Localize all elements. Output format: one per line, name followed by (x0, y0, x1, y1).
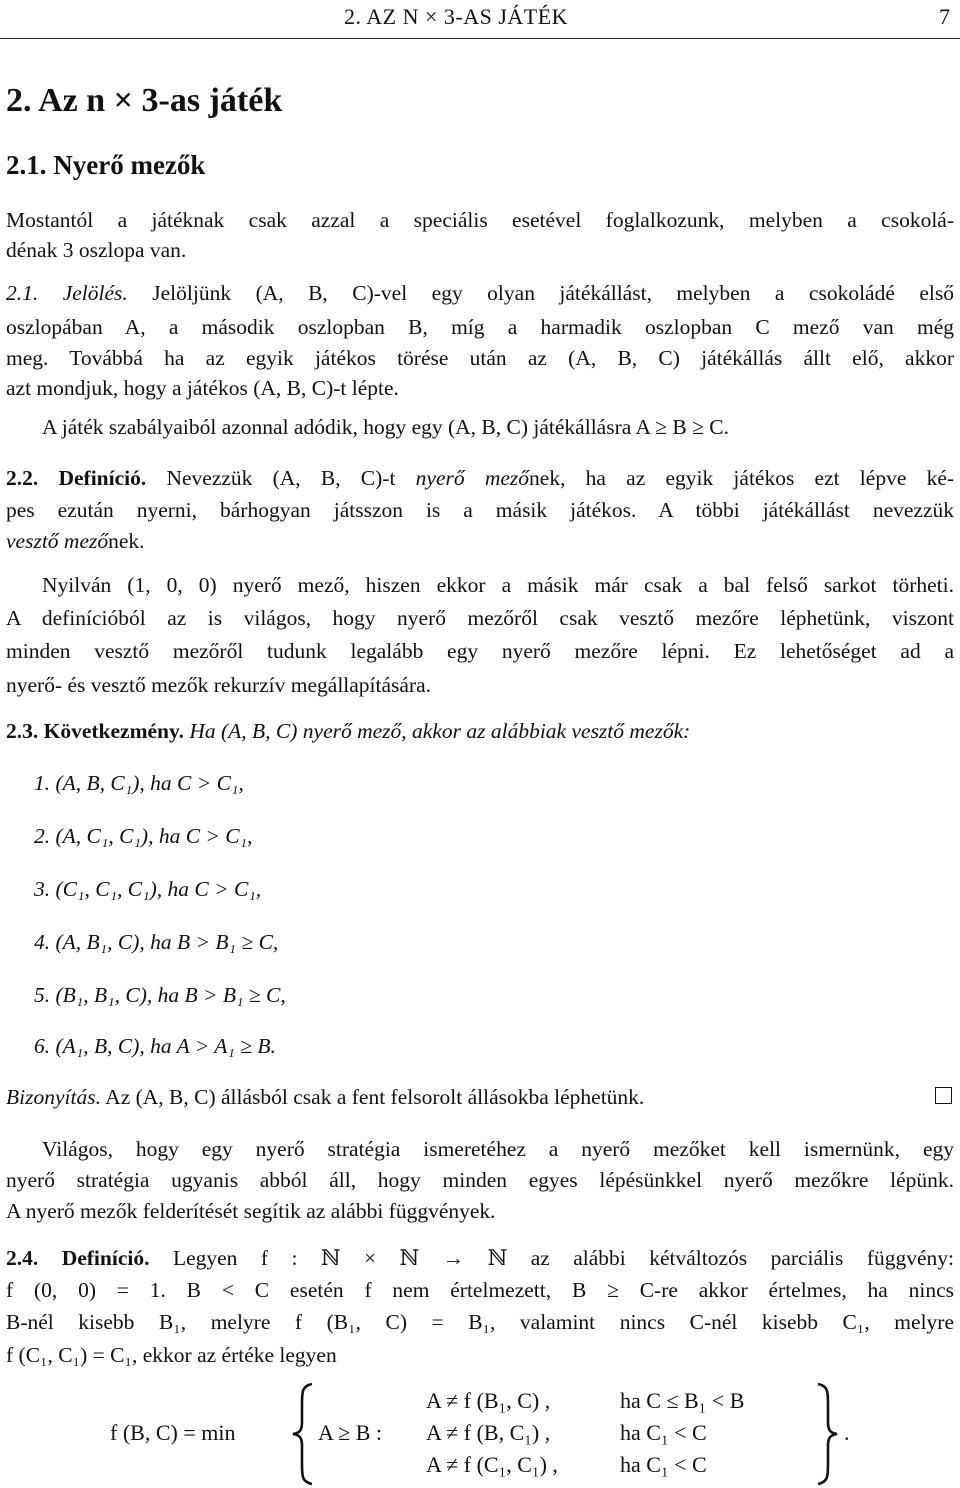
definition-24-line: f (0, 0) = 1. B < C esetén f nem értelmezett, B ≥ C-re akkor értelmes, ha nincs (6, 1278, 954, 1302)
section-title: 2. Az n × 3-as játék (6, 82, 283, 119)
chapter-header: 2. AZ N × 3-AS JÁTÉK (344, 4, 569, 29)
formula-row-expr: A ≠ f (C₁, C₁) , (426, 1452, 558, 1477)
formula-row-cond: ha C ≤ B₁ < B (620, 1388, 745, 1413)
definition-24-line: 2.4. Definíció. Legyen f : ℕ × ℕ → ℕ az alábbi kétváltozós parciális függvény: (6, 1246, 955, 1270)
term-nyero-mezo: nyerő mező (415, 466, 530, 490)
notation-line: azt mondjuk, hogy a játékos (A, B, C)-t lépte. (6, 376, 399, 400)
strategy-line: Világos, hogy egy nyerő stratégia ismeretéhez a nyerő mezőket kell ismernünk, egy (42, 1137, 954, 1161)
definition-24-label: 2.4. Definíció. (6, 1246, 150, 1270)
definition-24-line: f (C₁, C₁) = C₁, ekkor az értéke legyen (6, 1343, 337, 1367)
list-item: 2. (A, C₁, C₁), ha C > C₁, (34, 824, 253, 848)
qed-box (935, 1087, 952, 1104)
definition-line: vesztő mezőnek. (6, 529, 145, 553)
remark-line: minden vesztő mezőről tudunk legalább egy nyerő mezőre lépni. Ez lehetőséget ad a (6, 639, 954, 663)
intro-line: Mostantól a játéknak csak azzal a speciális esetével foglalkozunk, melyben a csokolá- (6, 208, 954, 232)
notation-text: Jelöljünk (A, B, C)-vel egy olyan játékállást, melyben a csokoládé első (152, 281, 954, 305)
strategy-line: nyerő stratégia ugyanis abból áll, hogy minden egyes lépésünkkel nyerő mezőkre lépünk. (6, 1168, 954, 1192)
definition-label: 2.2. Definíció. (6, 466, 147, 490)
formula-row-expr: A ≠ f (B₁, C) , (426, 1388, 551, 1413)
right-brace-icon (814, 1382, 840, 1486)
subsection-title: 2.1. Nyerő mezők (6, 150, 206, 180)
proof-label: Bizonyítás. (6, 1085, 101, 1109)
proof-text: Az (A, B, C) állásból csak a fent felsorolt állásokba léphetünk. (105, 1085, 645, 1109)
notation-line (6, 278, 954, 308)
corollary-label: 2.3. Következmény. (6, 719, 184, 743)
definition-24-line: B-nél kisebb B₁, melyre f (B₁, C) = B₁, valamint nincs C-nél kisebb C₁, melyre (6, 1310, 954, 1334)
definition-line: 2.2. Definíció. Nevezzük (A, B, C)-t nyerő mezőnek, ha az egyik játékos ezt lépve ké- (6, 466, 955, 490)
min-formula (6, 1382, 906, 1488)
header-rule (0, 38, 960, 39)
formula-row-cond: ha C₁ < C (620, 1452, 707, 1477)
remark-line: Nyilván (1, 0, 0) nyerő mező, hiszen ekkor a másik már csak a bal felső sarkot törheti. (42, 573, 954, 597)
formula-row-expr: A ≠ f (B, C₁) , (426, 1420, 551, 1445)
notation-line: oszlopában A, a második oszlopban B, míg a harmadik oszlopban C mező van még (6, 315, 954, 339)
notation-line: meg. Továbbá ha az egyik játékos törése után az (A, B, C) játékállás állt elő, akkor (6, 346, 954, 370)
formula-lhs: f (B, C) = min (110, 1420, 236, 1445)
remark-line: A definícióból az is világos, hogy nyerő mezőről csak vesztő mezőre léphetünk, viszont (6, 606, 954, 630)
list-item: 4. (A, B₁, C), ha B > B₁ ≥ C, (34, 930, 279, 954)
list-item: 5. (B₁, B₁, C), ha B > B₁ ≥ C, (34, 983, 286, 1007)
remark-line: nyerő- és vesztő mezők rekurzív megállapítására. (6, 673, 432, 697)
formula-row-cond: ha C₁ < C (620, 1420, 707, 1445)
definition-line: pes ezután nyerni, bárhogyan játsszon is a másik játékos. A többi játékállást nevezzük (6, 498, 954, 522)
corollary-line (6, 716, 954, 746)
formula-end: . (844, 1420, 850, 1445)
page-number: 7 (939, 4, 950, 29)
term-veszto-mezo: vesztő mező (6, 529, 109, 553)
running-header (0, 4, 960, 32)
list-item: 1. (A, B, C₁), ha C > C₁, (34, 771, 244, 795)
left-brace-icon (290, 1382, 316, 1486)
proof-line (6, 1082, 954, 1112)
list-item: 6. (A₁, B, C), ha A > A₁ ≥ B. (34, 1034, 276, 1058)
strategy-line: A nyerő mezők felderítését segítik az alábbi függvények. (6, 1199, 496, 1223)
formula-cond: A ≥ B : (318, 1420, 383, 1445)
intro-line: dénak 3 oszlopa van. (6, 238, 187, 262)
rule-line: A játék szabályaiból azonnal adódik, hogy egy (A, B, C) játékállásra A ≥ B ≥ C. (42, 415, 729, 439)
notation-label: 2.1. Jelölés. (6, 281, 128, 305)
corollary-statement: Ha (A, B, C) nyerő mező, akkor az alábbiak vesztő mezők: (189, 719, 691, 743)
list-item: 3. (C₁, C₁, C₁), ha C > C₁, (34, 877, 262, 901)
